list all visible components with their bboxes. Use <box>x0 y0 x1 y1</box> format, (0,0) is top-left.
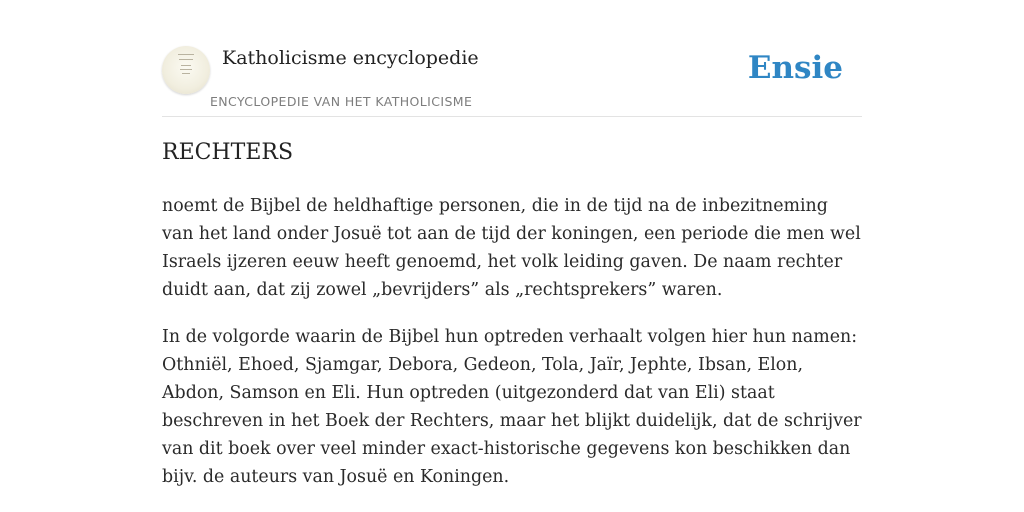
book-title-link[interactable]: Katholicisme encyclopedie <box>222 47 479 69</box>
article-title: RECHTERS <box>162 140 294 165</box>
encyclopedia-header <box>162 40 862 117</box>
article-paragraph: noemt de Bijbel de heldhaftige personen, die in de tijd na de inbezitneming van het land onder Josuë tot aan de tijd der koningen, een periode die men wel Israels ijzeren eeuw heeft genoemd, het volk leiding gaven. De naam rechter duidt aan, dat zij zowel „bevrijders” als „rechtsprekers” waren. <box>162 196 861 300</box>
ensie-logo[interactable]: Ensie <box>747 50 843 86</box>
book-subtitle: ENCYCLOPEDIE VAN HET KATHOLICISME <box>210 94 473 109</box>
article-paragraph: In de volgorde waarin de Bijbel hun optreden verhaalt volgen hier hun namen: Othniël, Ehoed, Sjamgar, Debora, Gedeon, Tola, Jaïr, Jephte, Ibsan, Elon, Abdon, Samson en Eli. Hun optreden (uitgezonderd dat van Eli) staat beschreven in het Boek der Rechters, maar het blijkt duidelijk, dat de schrijver van dit boek over veel minder exact-historische gegevens kon beschikken dan bijv. de auteurs van Josuë en Koningen. <box>162 327 862 487</box>
article-body <box>162 192 862 510</box>
book-cover-image[interactable] <box>162 46 210 94</box>
